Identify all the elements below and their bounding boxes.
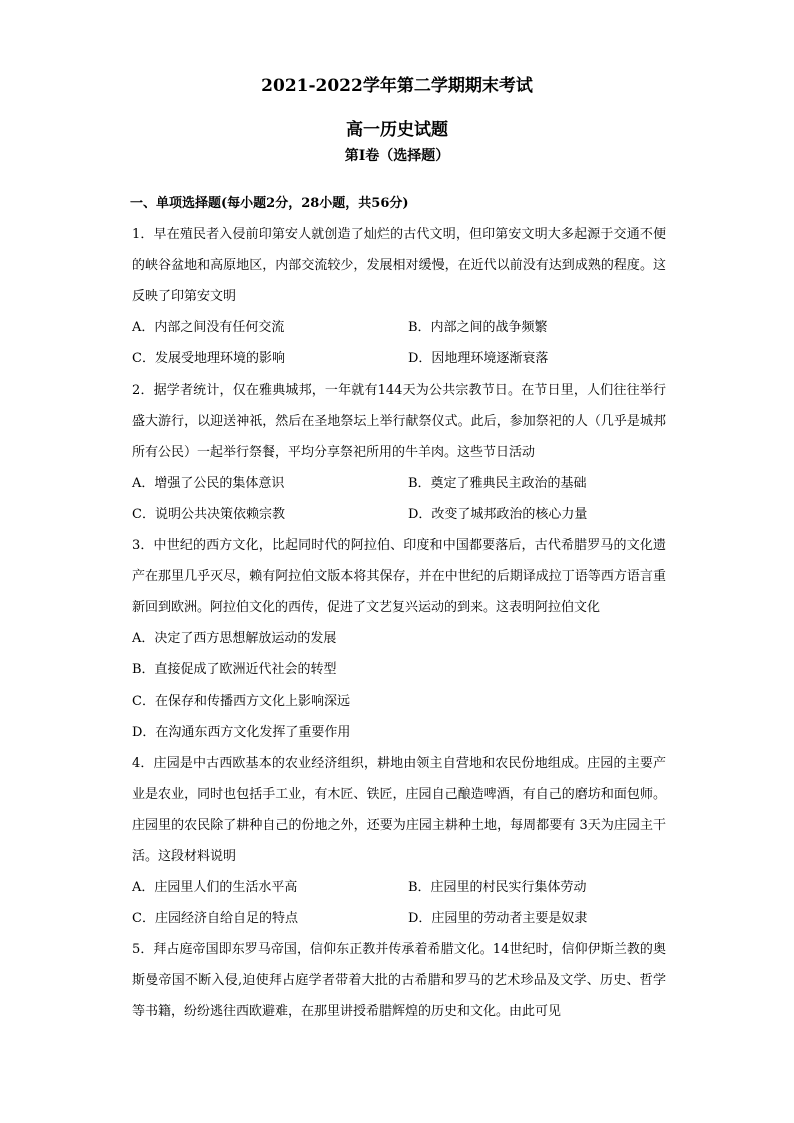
option-b: B．庄园里的村民实行集体劳动 xyxy=(408,880,587,896)
question-stem: 3．中世纪的西方文化，比起同时代的阿拉伯、印度和中国都要落后，古代希腊罗马的文化遗产在那里几乎灭尽，赖有阿拉伯文版本将其保存，并在中世纪的后期译成拉丁语等西方语言重新回到欧洲。阿拉伯文化的西传，促进了文艺复兴运动的到来。这表明阿拉伯文化 xyxy=(132,538,666,616)
option-b: B．直接促成了欧洲近代社会的转型 xyxy=(132,662,337,678)
option-a: A．庄园里人们的生活水平高 xyxy=(132,880,298,896)
question-4 xyxy=(132,748,666,935)
option-a: A．决定了西方思想解放运动的发展 xyxy=(132,631,337,647)
option-b: B．内部之间的战争频繁 xyxy=(408,320,548,336)
option-d: D．庄园里的劳动者主要是奴隶 xyxy=(408,911,588,927)
question-options xyxy=(132,312,666,374)
volume-title: 第I卷（选择题） xyxy=(344,148,450,164)
question-1 xyxy=(132,219,666,374)
option-c: C．庄园经济自给自足的特点 xyxy=(132,911,298,927)
question-stem: 5．拜占庭帝国即东罗马帝国，信仰东正教并传承着希腊文化。14世纪时，信仰伊斯兰教的奥斯曼帝国不断入侵,迫使拜占庭学者带着大批的古希腊和罗马的艺术珍品及文学、历史、哲学等书籍，纷纷逃往西欧避难，在那里讲授希腊辉煌的历史和文化。由此可见 xyxy=(132,942,666,1020)
question-stem: 2．据学者统计，仅在雅典城邦，一年就有144天为公共宗教节日。在节日里，人们往往举行盛大游行，以迎送神祇，然后在圣地祭坛上举行献祭仪式。此后，参加祭祀的人（几乎是城邦所有公民）一起举行祭餐，平均分享祭祀所用的牛羊肉。这些节日活动 xyxy=(132,382,666,460)
question-options xyxy=(132,468,666,530)
option-b: B．奠定了雅典民主政治的基础 xyxy=(408,475,587,491)
exam-subject-title: 高一历史试题 xyxy=(346,120,448,140)
section-heading: 一、单项选择题(每小题2分，28小题，共56分) xyxy=(130,196,409,211)
question-stem: 4．庄园是中古西欧基本的农业经济组织，耕地由领主自营地和农民份地组成。庄园的主要产业是农业，同时也包括手工业，有木匠、铁匠，庄园自己酿造啤酒，有自己的磨坊和面包师。庄园里的农民除了耕种自己的份地之外，还要为庄园主耕种土地，每周都要有 3天为庄园主干活。这段材料说明 xyxy=(132,755,666,864)
question-2 xyxy=(132,375,666,530)
option-d: D．因地理环境逐渐衰落 xyxy=(408,351,549,367)
option-c: C．在保存和传播西方文化上影响深远 xyxy=(132,693,350,709)
question-5 xyxy=(132,934,666,1027)
question-3 xyxy=(132,530,666,748)
question-options xyxy=(132,623,666,747)
option-a: A．内部之间没有任何交流 xyxy=(132,320,285,336)
question-options xyxy=(132,872,666,934)
option-c: C．发展受地理环境的影响 xyxy=(132,351,285,367)
option-d: D．在沟通东西方文化发挥了重要作用 xyxy=(132,724,351,740)
exam-title: 2021-2022学年第二学期期末考试 xyxy=(261,76,533,96)
option-a: A．增强了公民的集体意识 xyxy=(132,475,285,491)
option-c: C．说明公共决策依赖宗教 xyxy=(132,506,285,522)
question-stem: 1．早在殖民者入侵前印第安人就创造了灿烂的古代文明，但印第安文明大多起源于交通不便的峡谷盆地和高原地区，内部交流较少，发展相对缓慢，在近代以前没有达到成熟的程度。这反映了印第安文明 xyxy=(132,227,666,305)
exam-content xyxy=(132,188,666,1028)
option-d: D．改变了城邦政治的核心力量 xyxy=(408,506,588,522)
